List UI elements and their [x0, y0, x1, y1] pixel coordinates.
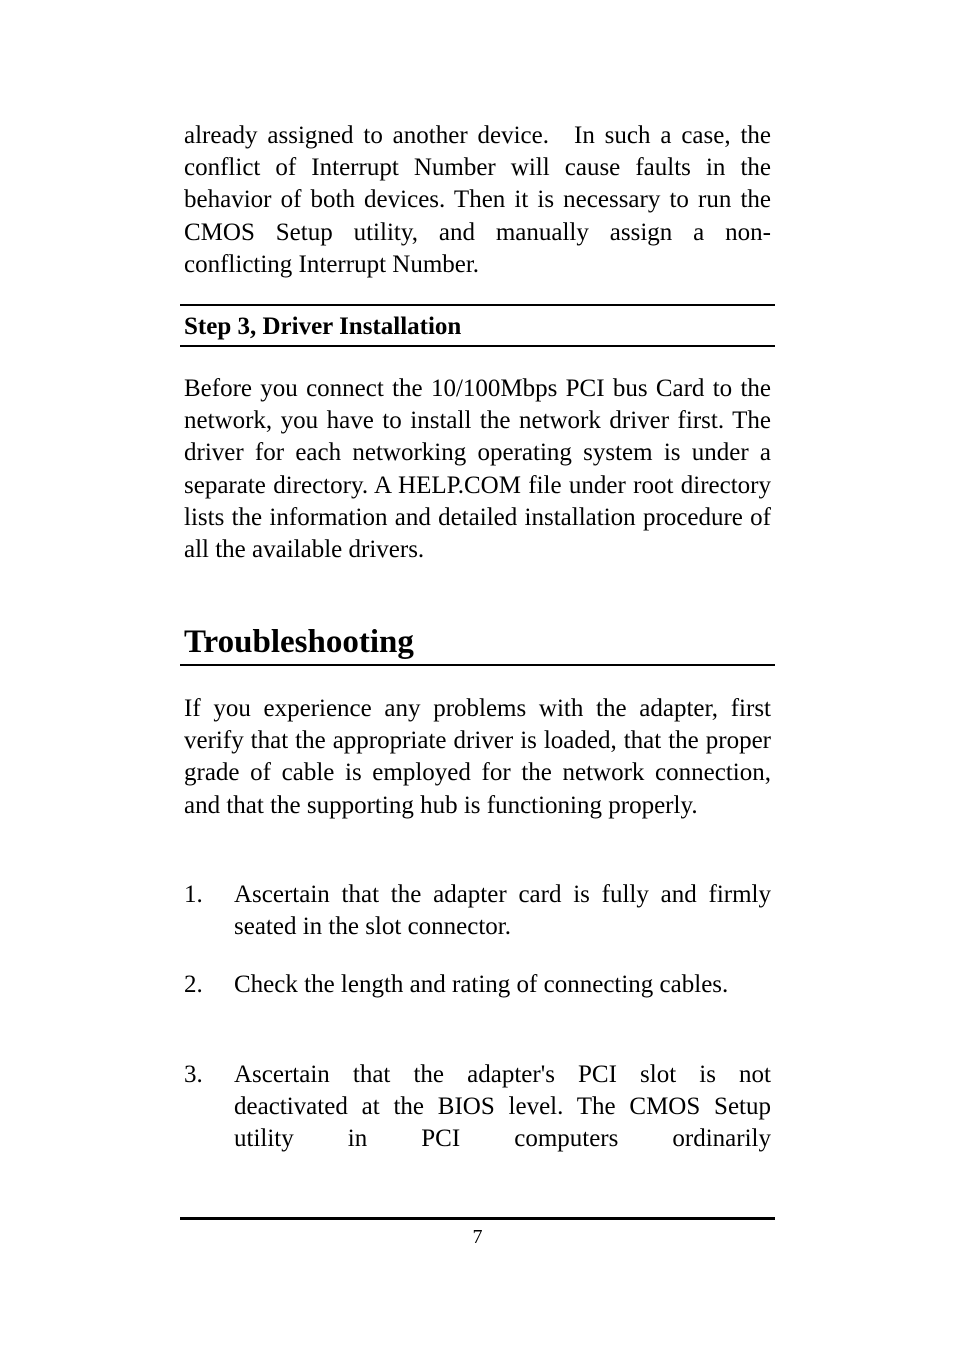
troubleshooting-paragraph: If you experience any problems with the adapter, first verify that the appropriate driver is loaded, that the proper grade of cable is employed for the network connection, and that the supporting hub is functioning properly. [184, 695, 771, 819]
footer-rule [180, 1217, 775, 1220]
list-item-text: Check the length and rating of connecting cables. [234, 971, 729, 998]
heading-underline [180, 664, 775, 666]
list-item-number: 1. [184, 881, 203, 908]
section-rule-bottom [180, 345, 775, 347]
troubleshooting-heading: Troubleshooting [184, 624, 414, 660]
intro-paragraph: already assigned to another device. In such a case, the conflict of Interrupt Number will cause faults in the behavior of both devices. Then it is necessary to run the CMOS Setup utility, and manually assign a non-conflicting Interrupt Number. [184, 122, 771, 278]
page-number: 7 [472, 1226, 483, 1248]
step3-heading: Step 3, Driver Installation [184, 313, 462, 340]
list-item-text: Ascertain that the adapter's PCI slot is not deactivated at the BIOS level. The CMOS Setup utility in PCI computers ordinarily [234, 1061, 771, 1153]
list-item-text: Ascertain that the adapter card is fully and firmly seated in the slot connector. [234, 881, 771, 941]
list-item-number: 3. [184, 1061, 203, 1088]
section-rule-top [180, 304, 775, 306]
driver-installation-paragraph: Before you connect the 10/100Mbps PCI bus Card to the network, you have to install the network driver first. The driver for each networking operating system is under a separate directory. A HELP.COM file under root directory lists the information and detailed installation procedure of all the available drivers. [184, 375, 771, 564]
list-item-number: 2. [184, 971, 203, 998]
